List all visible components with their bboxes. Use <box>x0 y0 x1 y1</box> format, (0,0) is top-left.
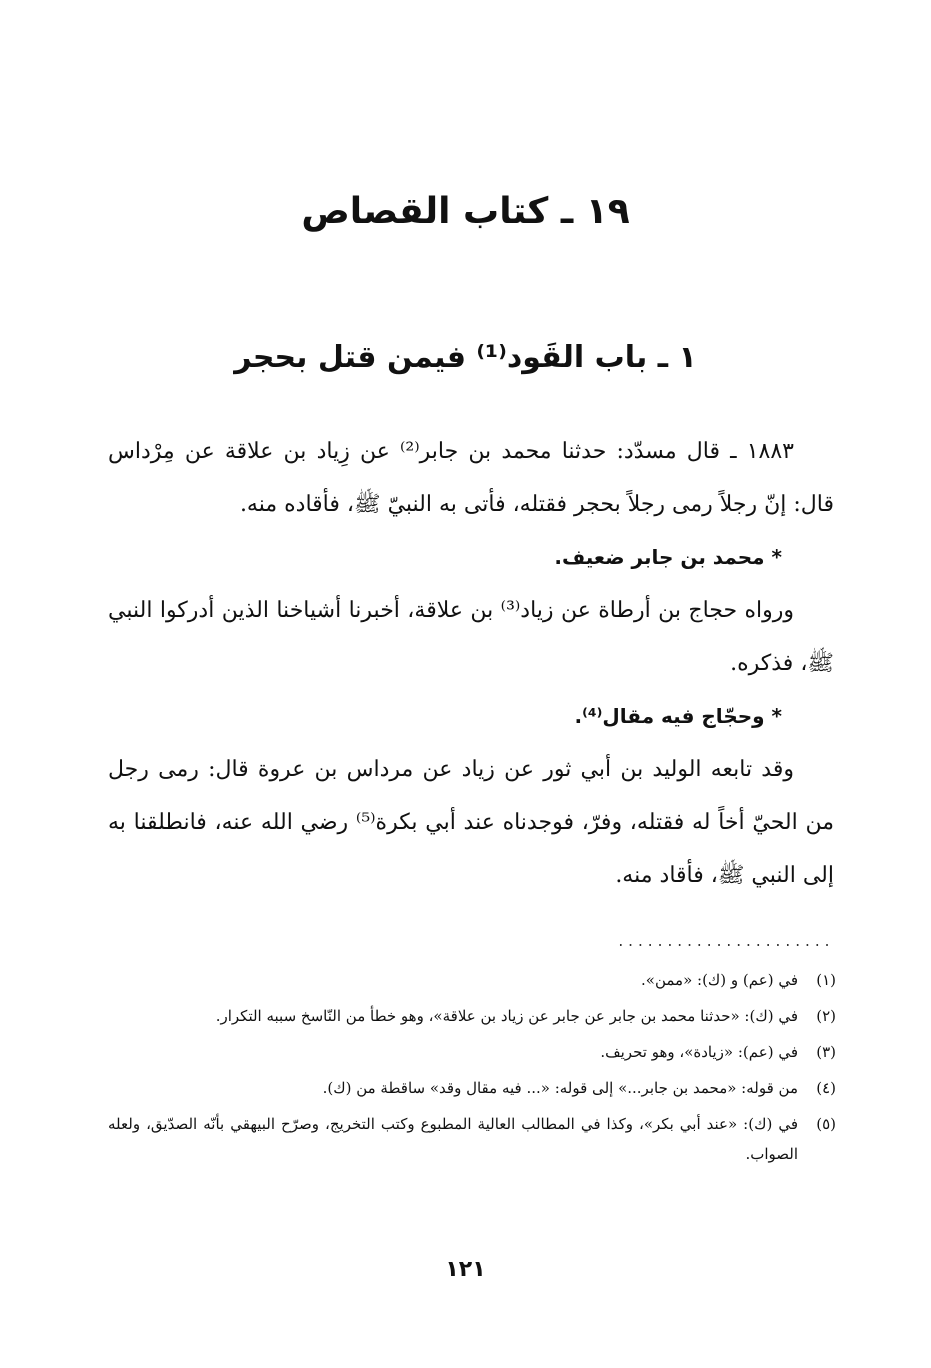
footnote-text: في (عم): «زيادة»، وهو تحريف. <box>600 1043 798 1061</box>
footnote-number: (٥) <box>816 1115 836 1133</box>
footnote-number: (٣) <box>816 1043 836 1061</box>
footnotes-list <box>108 965 836 1175</box>
footnote-item <box>108 1073 836 1103</box>
footnote-text: من قوله: «محمد بن جابر...» إلى قوله: «... فيه مقال وقد» ساقطة من (ك). <box>322 1079 798 1097</box>
footnote-number: (٤) <box>816 1079 836 1097</box>
book-title: ١٩ ـ كتاب القصاص <box>301 191 630 232</box>
footnote-item <box>108 965 836 995</box>
footnote-item <box>108 1109 836 1169</box>
footnote-number: (٢) <box>816 1007 836 1025</box>
grading-note: * محمد بن جابر ضعيف. <box>554 545 782 569</box>
footnote-number: (١) <box>816 971 836 989</box>
footnote-text: في (ك): «عند أبي بكر»، وكذا في المطالب العالية المطبوع وكتب التخريج، وصرّح البيهقي بأنّه الصدّيق، ولعله الصواب. <box>108 1115 798 1163</box>
page-number: ١٢١ <box>445 1257 486 1282</box>
footnote-text: في (عم) و (ك): «ممن». <box>641 971 798 989</box>
footnote-text: في (ك): «حدثنا محمد بن جابر عن جابر عن زياد بن علاقة»، وهو خطأ من النّاسخ سببه التكرار. <box>215 1007 798 1025</box>
footnote-separator: ...................... <box>616 935 833 950</box>
footnote-item <box>108 1037 836 1067</box>
hadith-body <box>108 425 834 902</box>
footnote-item <box>108 1001 836 1031</box>
narration-paragraph: وقد تابعه الوليد بن أبي ثور عن زياد عن مرداس بن عروة قال: رمى رجل من الحيّ أخاً له فقتله، وفرّ، فوجدناه عند أبي بكرة⁽⁵⁾ رضي الله عنه، فانطلقنا به إلى النبي ﷺ، فأقاد منه. <box>108 757 834 888</box>
chapter-title: ١ ـ باب القَود⁽¹⁾ فيمن قتل بحجر <box>234 340 697 375</box>
grading-note: * وحجّاج فيه مقال⁽⁴⁾. <box>574 704 782 728</box>
hadith-paragraph: ١٨٨٣ ـ قال مسدّد: حدثنا محمد بن جابر⁽²⁾ عن زِياد بن علاقة عن مِرْداس قال: إنّ رجلاً رمى رجلاً بحجر فقتله، فأتى به النبيّ ﷺ، فأقاده منه. <box>108 439 834 517</box>
narration-paragraph: ورواه حجاج بن أرطاة عن زياد⁽³⁾ بن علاقة، أخبرنا أشياخنا الذين أدركوا النبي ﷺ، فذكره. <box>108 598 834 676</box>
